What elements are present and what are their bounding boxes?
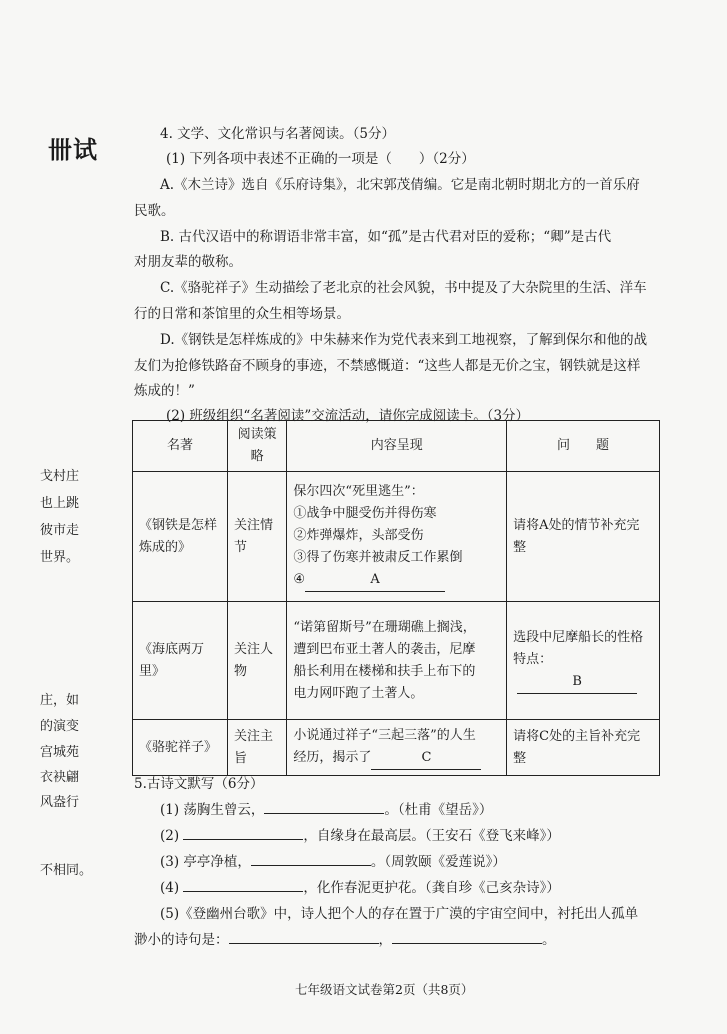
header-book: 名著 xyxy=(133,421,228,472)
q4-sub1: (1) 下列各项中表述不正确的一项是（ ）（2分） xyxy=(166,151,475,167)
q4-option-d-cont2: 炼成的！” xyxy=(134,383,195,399)
left-fragment: 风盎行 xyxy=(40,795,80,810)
mark-3: ③ xyxy=(293,550,307,565)
q5-line2: (2) ，自缘身在最高层。（王安石《登飞来峰》） xyxy=(160,824,560,844)
row1-book: 《钢铁是怎样 炼成的》 xyxy=(133,472,228,602)
blank-a[interactable]: A xyxy=(305,569,445,592)
row1-strategy: 关注情节 xyxy=(227,472,286,602)
row1-question: 请将A处的情节补充完 整 xyxy=(507,472,660,602)
left-fragment: 世界。 xyxy=(40,550,80,565)
q5-line3: (3) 亭亭净植， 。（周敦颐《爱莲说》） xyxy=(160,850,506,870)
q5-line5: (5)《登幽州台歌》中，诗人把个人的存在置于广漠的宇宙空间中，衬托出人孤单 xyxy=(160,906,639,922)
page-footer: 七年级语文试卷第2页（共8页） xyxy=(295,982,474,997)
q5-header: 5.古诗文默写（6分） xyxy=(134,776,264,792)
blank-b[interactable]: B xyxy=(517,671,637,694)
q4-option-b-cont: 对朋友辈的敬称。 xyxy=(134,254,242,270)
header-strategy: 阅读策略 xyxy=(227,421,286,472)
blank-4[interactable] xyxy=(183,877,303,892)
blank-3[interactable] xyxy=(251,851,371,866)
blank-5a[interactable] xyxy=(229,929,379,944)
mark-4: ④ xyxy=(293,572,306,587)
blank-5b[interactable] xyxy=(392,929,542,944)
left-fragment: 不相同。 xyxy=(40,863,93,878)
row3-strategy: 关注主旨 xyxy=(227,720,286,776)
row3-question: 请将C处的主旨补充完 整 xyxy=(507,720,660,776)
q4-option-b: B. 古代汉语中的称谓语非常丰富，如“孤”是古代君对臣的爱称；“卿”是古代 xyxy=(160,229,612,245)
left-fragment: 戈村庄 xyxy=(40,469,80,484)
reading-card-table xyxy=(132,420,660,776)
q5-line4: (4) ，化作春泥更护花。（龚自珍《己亥杂诗》） xyxy=(160,876,560,896)
q4-option-c-cont: 行的日常和茶馆里的众生相等场景。 xyxy=(134,306,350,322)
row2-book: 《海底两万里》 xyxy=(133,602,228,720)
header-content: 内容呈现 xyxy=(287,421,507,472)
q4-option-c: C.《骆驼祥子》生动描绘了老北京的社会风貌，书中提及了大杂院里的生活、洋车 xyxy=(160,280,647,296)
header-question: 问 题 xyxy=(507,421,660,472)
q4-header: 4. 文学、文化常识与名著阅读。（5分） xyxy=(160,126,396,142)
left-fragment: 宫城苑 xyxy=(40,745,80,760)
row1-content: 保尔四次“死里逃生”： ①战争中腿受伤并得伤寒 ②炸弹爆炸，头部受伤 ③得了伤寒并被肃反工作累倒 ④ A xyxy=(287,472,507,602)
mark-2: ② xyxy=(293,528,307,543)
blank-1[interactable] xyxy=(264,799,384,814)
q5-line1: (1) 荡胸生曾云， 。（杜甫《望岳》） xyxy=(160,798,492,818)
left-fragment: 庄，如 xyxy=(40,693,80,708)
blank-c[interactable]: C xyxy=(371,747,481,770)
row2-strategy: 关注人物 xyxy=(227,602,286,720)
q4-sub2: (2) 班级组织“名著阅读”交流活动，请你完成阅读卡。（3分） xyxy=(166,408,530,424)
q4-option-d: D.《钢铁是怎样炼成的》中朱赫来作为党代表来到工地视察，了解到保尔和他的战 xyxy=(160,332,648,348)
left-fragment: 也上跳 xyxy=(40,496,80,511)
q5-line5-cont: 渺小的诗句是： ， 。 xyxy=(134,928,556,948)
q4-option-a: A.《木兰诗》选自《乐府诗集》，北宋郭茂倩编。它是南北朝时期北方的一首乐府 xyxy=(160,177,640,193)
left-fragment: 彼市走 xyxy=(40,523,80,538)
q4-option-a-cont: 民歌。 xyxy=(134,203,175,219)
row2-content: “诺第留斯号”在珊瑚礁上搁浅， 遭到巴布亚土著人的袭击，尼摩 船长利用在楼梯和扶手上布下的 电力网吓跑了土著人。 xyxy=(287,602,507,720)
side-title-fragment: 卌试 xyxy=(48,135,98,164)
left-fragment: 的演变 xyxy=(40,719,80,734)
left-fragment: 衣袂翩 xyxy=(40,770,80,785)
row2-question: 选段中尼摩船长的性格 特点： B xyxy=(507,602,660,720)
q4-option-d-cont: 友们为抢修铁路奋不顾身的事迹，不禁感慨道：“这些人都是无价之宝，钢铁就是这样 xyxy=(134,358,641,374)
row3-book: 《骆驼祥子》 xyxy=(133,720,228,776)
row3-content: 小说通过祥子“三起三落”的人生 经历，揭示了 C xyxy=(287,720,507,776)
mark-1: ① xyxy=(293,506,307,521)
blank-2[interactable] xyxy=(183,825,303,840)
